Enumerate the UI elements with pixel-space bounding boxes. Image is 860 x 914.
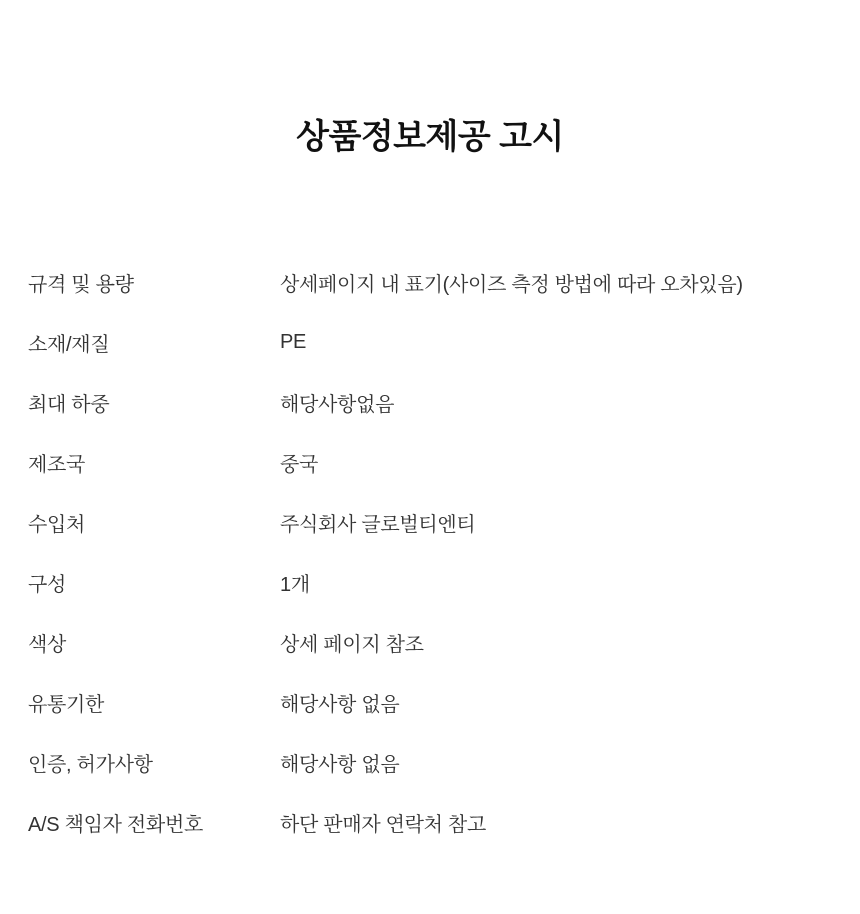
- info-row-value: 하단 판매자 연락처 참고: [280, 813, 486, 836]
- info-row-label: 인증, 허가사항: [28, 753, 153, 776]
- info-row: [28, 792, 833, 852]
- info-row-value: 상세페이지 내 표기(사이즈 측정 방법에 따라 오차있음): [280, 273, 743, 296]
- product-info-table: [28, 252, 833, 852]
- info-row-label: 최대 하중: [28, 393, 110, 416]
- info-row-label: 수입처: [28, 513, 86, 536]
- info-row: [28, 432, 833, 492]
- info-row: [28, 492, 833, 552]
- info-row: [28, 672, 833, 732]
- page-title: 상품정보제공 고시: [296, 118, 564, 156]
- info-row-label: 색상: [28, 633, 67, 656]
- info-row: [28, 612, 833, 672]
- info-row-label: A/S 책임자 전화번호: [28, 813, 203, 836]
- info-row: [28, 372, 833, 432]
- info-row-label: 제조국: [28, 453, 86, 476]
- info-row-value: 중국: [280, 453, 319, 476]
- info-row-value: 해당사항없음: [280, 393, 395, 416]
- info-row-label: 소재/재질: [28, 333, 110, 356]
- info-row-label: 구성: [28, 573, 67, 596]
- info-row: [28, 252, 833, 312]
- info-row-value: 1개: [280, 573, 310, 596]
- info-row-value: 해당사항 없음: [280, 693, 400, 716]
- info-row: [28, 732, 833, 792]
- info-row-label: 유통기한: [28, 693, 105, 716]
- info-row: [28, 312, 833, 372]
- info-row-label: 규격 및 용량: [28, 273, 134, 296]
- info-row-value: 상세 페이지 참조: [280, 633, 424, 656]
- info-row-value: 해당사항 없음: [280, 753, 400, 776]
- info-row: [28, 552, 833, 612]
- info-row-value: PE: [280, 330, 307, 353]
- info-row-value: 주식회사 글로벌티엔티: [280, 513, 476, 536]
